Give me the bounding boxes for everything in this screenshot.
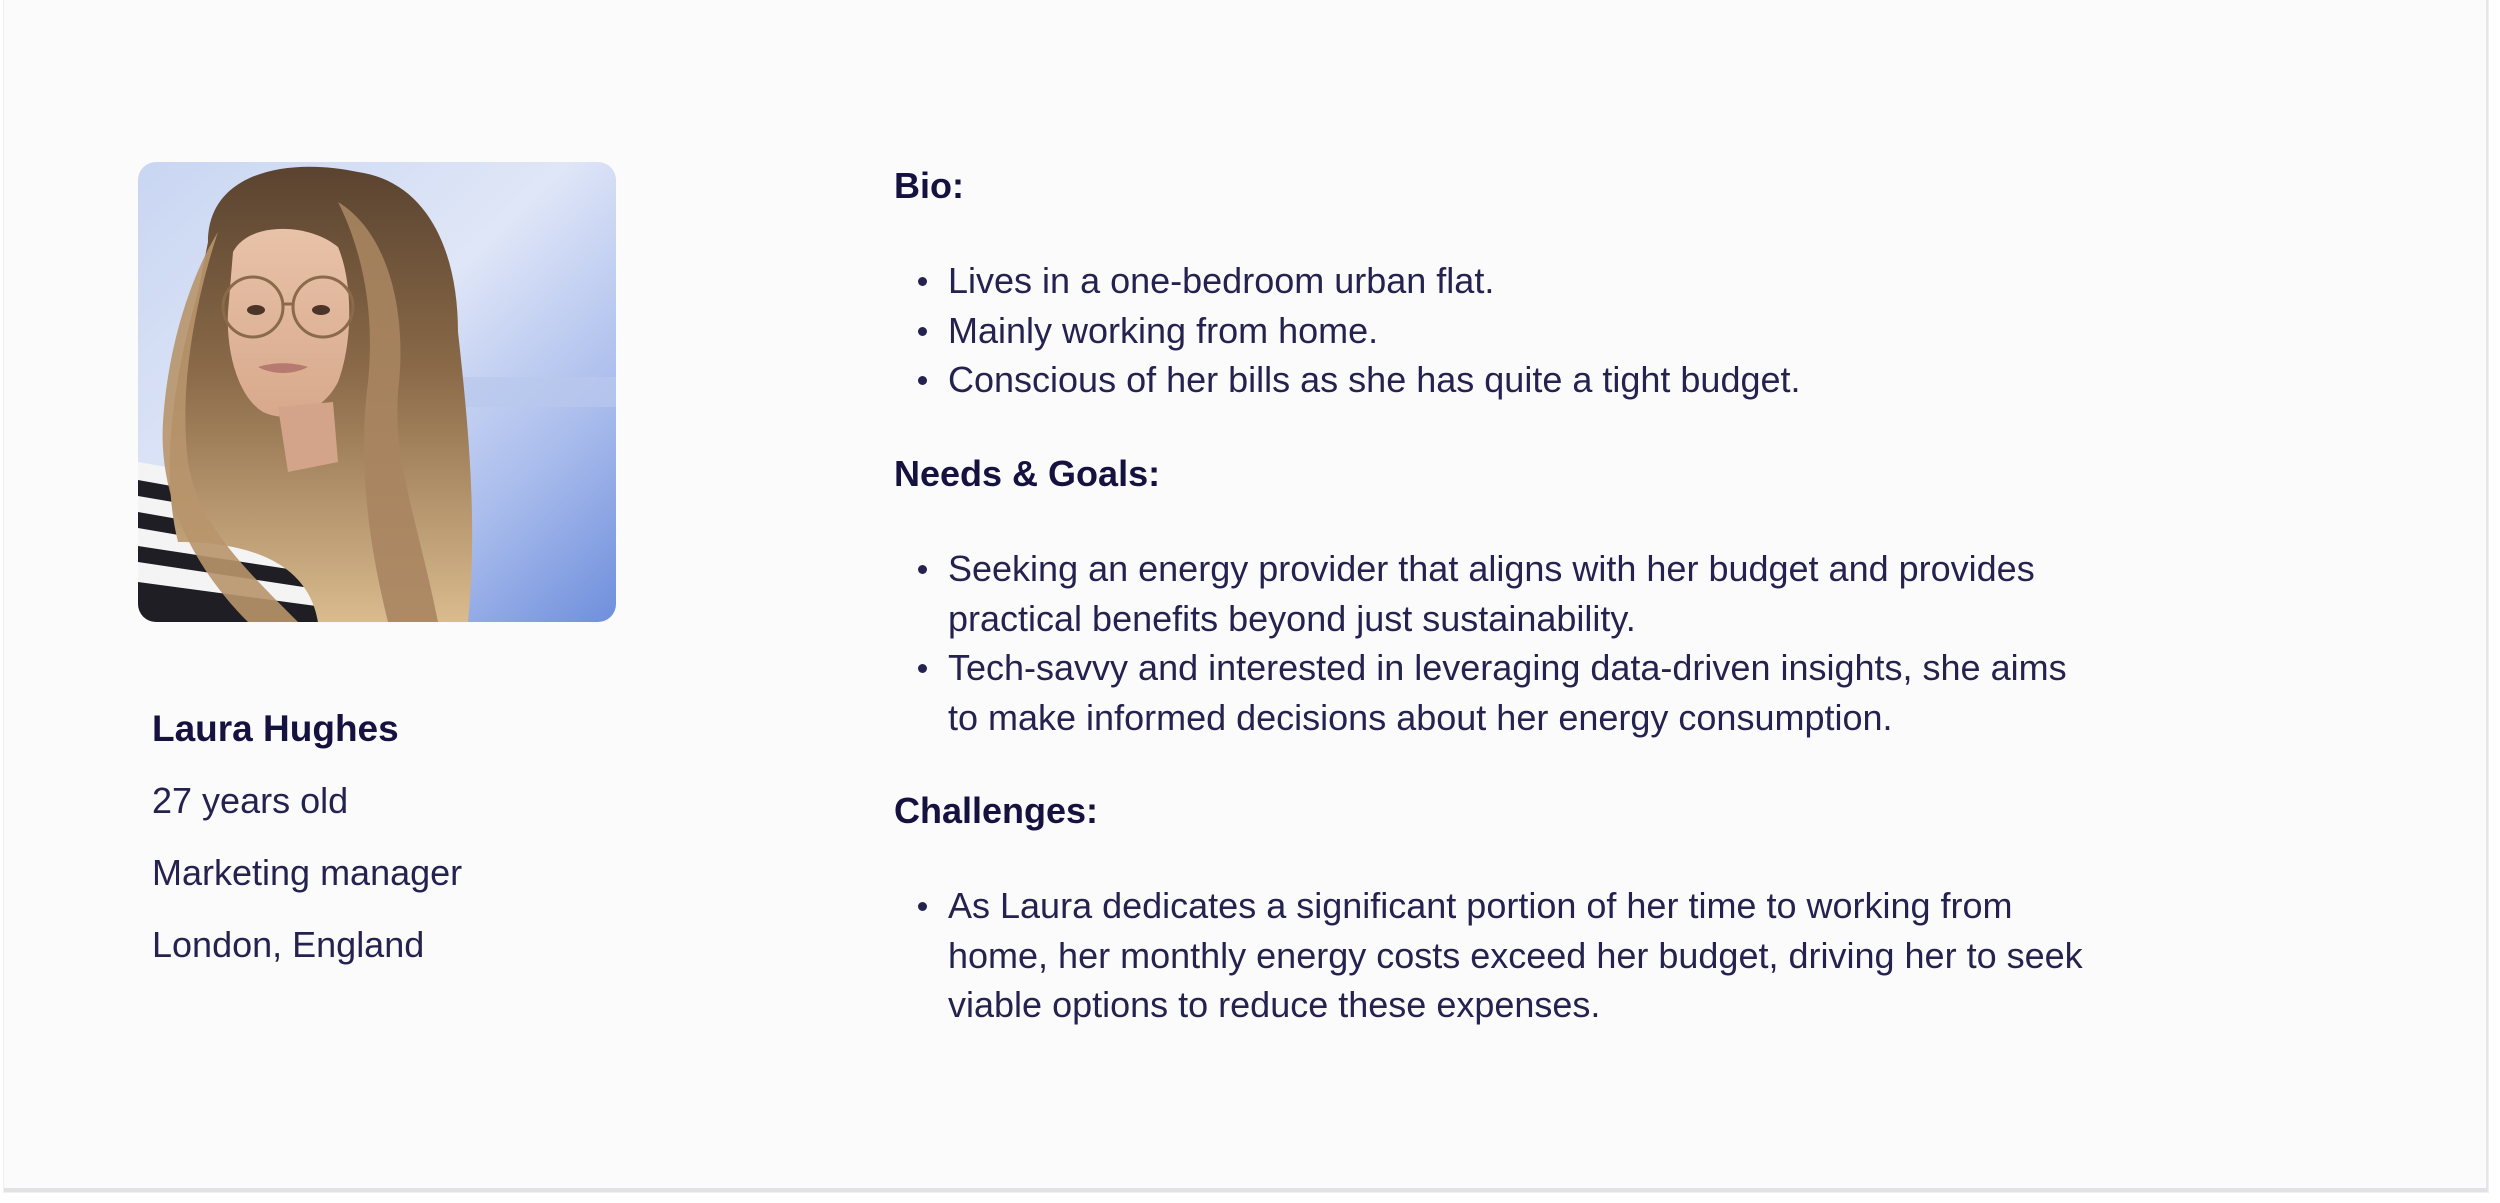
needs-goals-list — [894, 544, 2198, 742]
persona-name: Laura Hughes — [152, 708, 399, 749]
list-item: Tech-savvy and interested in leveraging data-driven insights, she aims to make informed decisions about her energy consumption. — [948, 643, 2198, 742]
bio-list — [894, 256, 2198, 405]
bio-heading: Bio: — [894, 165, 964, 206]
list-item: Seeking an energy provider that aligns with her budget and provides practical benefits beyond just sustainability. — [948, 544, 2198, 643]
list-item: Mainly working from home. — [948, 306, 2198, 356]
persona-location: London, England — [152, 924, 425, 965]
persona-card — [4, 0, 2488, 1192]
profile-photo — [138, 162, 616, 622]
challenges-heading: Challenges: — [894, 790, 1099, 831]
challenges-list — [894, 881, 2198, 1030]
portrait-photo-icon — [138, 162, 616, 622]
list-item: Conscious of her bills as she has quite a tight budget. — [948, 355, 2198, 405]
list-item: Lives in a one-bedroom urban flat. — [948, 256, 2198, 306]
list-item: As Laura dedicates a significant portion of her time to working from home, her monthly energy costs exceed her budget, driving her to seek viable options to reduce these expenses. — [948, 881, 2198, 1030]
needs-goals-heading: Needs & Goals: — [894, 453, 1161, 494]
persona-occupation: Marketing manager — [152, 852, 463, 893]
persona-age: 27 years old — [152, 780, 349, 821]
